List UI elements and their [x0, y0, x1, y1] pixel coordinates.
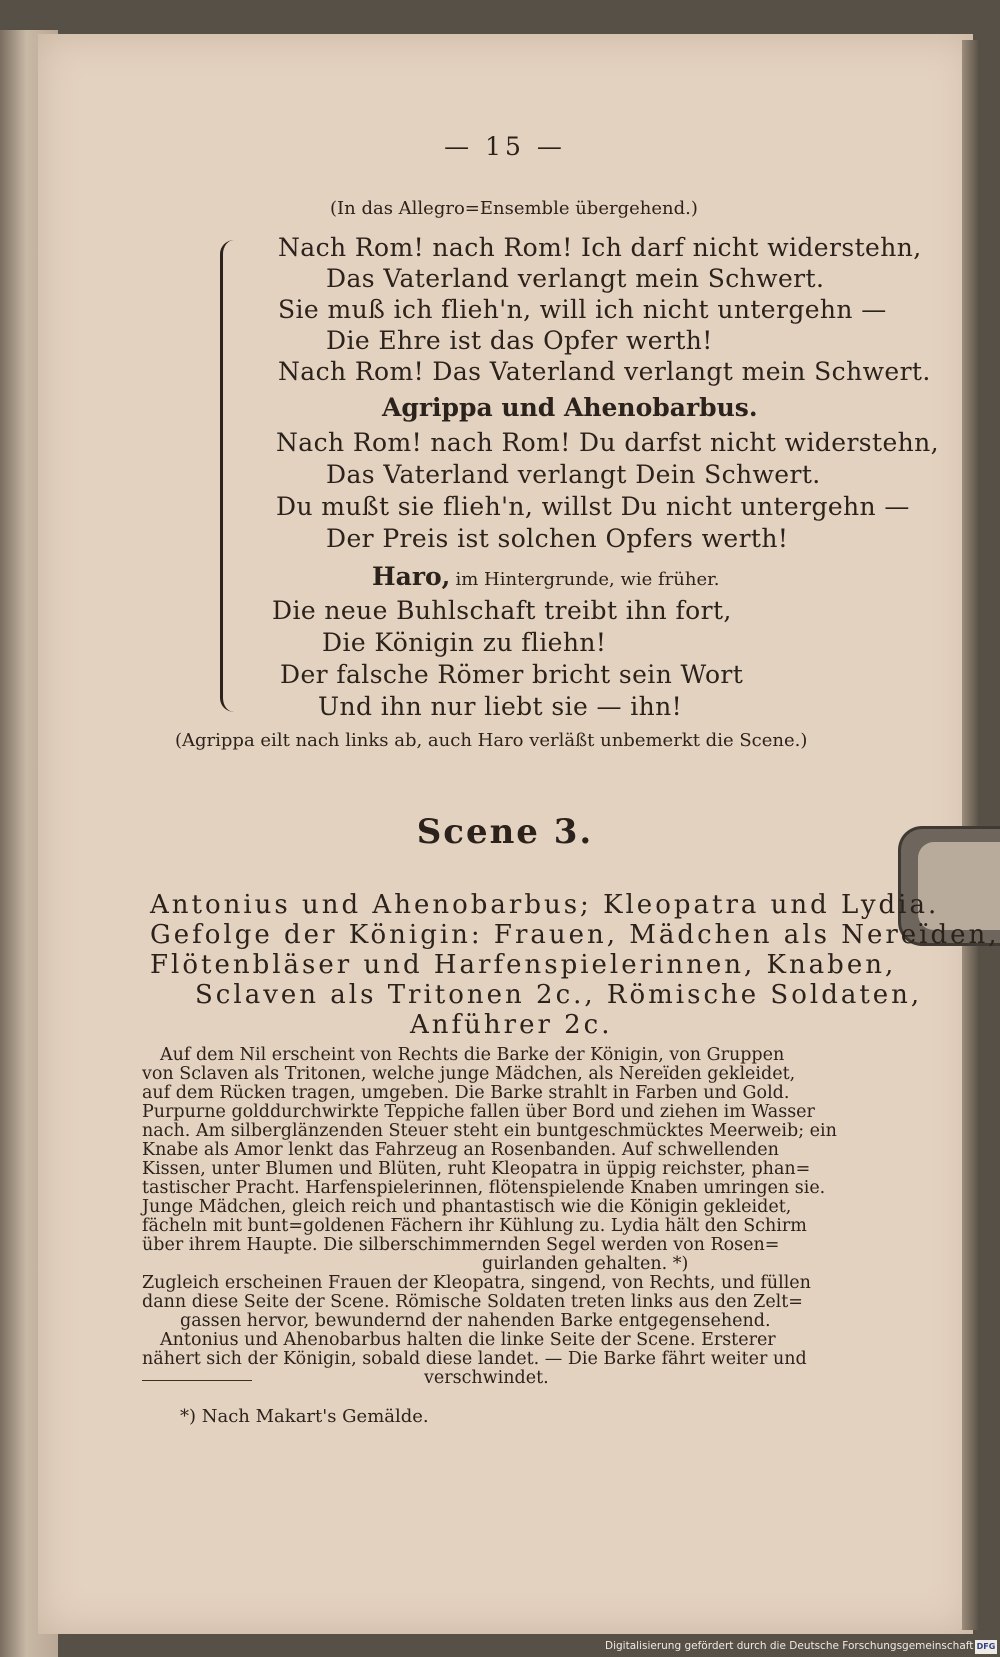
prose-line: Knabe als Amor lenkt das Fahrzeug an Rosenbanden. Auf schwellenden	[142, 1140, 779, 1160]
cast-line: Sclaven als Tritonen 2c., Römische Soldaten,	[195, 980, 923, 1010]
cast-line: Antonius und Ahenobarbus; Kleopatra und Lydia.	[150, 890, 940, 920]
dfg-logo: DFG	[975, 1640, 997, 1654]
prose-line: tastischer Pracht. Harfenspielerinnen, flötenspielende Knaben umringen sie.	[142, 1178, 826, 1198]
prose-line: gassen hervor, bewundernd der nahenden Barke entgegensehend.	[180, 1311, 771, 1331]
prose-line: verschwindet.	[424, 1368, 549, 1388]
stage-direction: (Agrippa eilt nach links ab, auch Haro verläßt unbemerkt die Scene.)	[175, 730, 808, 751]
verse-line: Du mußt sie flieh'n, willst Du nicht untergehn —	[276, 492, 910, 521]
verse-line: Nach Rom! nach Rom! Ich darf nicht widerstehn,	[278, 233, 922, 262]
prose-line: fächeln mit bunt=goldenen Fächern ihr Kühlung zu. Lydia hält den Schirm	[142, 1216, 807, 1236]
prose-line: Zugleich erscheinen Frauen der Kleopatra, singend, von Rechts, und füllen	[142, 1273, 811, 1293]
verse-line: Der Preis ist solchen Opfers werth!	[326, 524, 789, 553]
verse-line: Die neue Buhlschaft treibt ihn fort,	[272, 596, 732, 625]
prose-line: Antonius und Ahenobarbus halten die linke Seite der Scene. Ersterer	[160, 1330, 776, 1350]
verse-line: Sie muß ich flieh'n, will ich nicht untergehn —	[278, 295, 887, 324]
verse-line: Die Königin zu fliehn!	[322, 628, 607, 657]
verse-line: Das Vaterland verlangt Dein Schwert.	[326, 460, 821, 489]
digitization-credit: Digitalisierung gefördert durch die Deutsche Forschungsgemeinschaft	[605, 1640, 974, 1652]
scene-heading: Scene 3.	[416, 812, 594, 852]
speaker-note: im Hintergrunde, wie früher.	[455, 569, 720, 590]
cast-line: Anführer 2c.	[410, 1010, 613, 1040]
footnote-rule	[142, 1380, 252, 1381]
cast-line: Gefolge der Königin: Frauen, Mädchen als Nereïden,	[150, 920, 1000, 950]
verse-brace	[220, 240, 245, 712]
verse-line: Nach Rom! nach Rom! Du darfst nicht widerstehn,	[276, 428, 940, 457]
verse-line: Der falsche Römer bricht sein Wort	[280, 660, 744, 689]
prose-line: Auf dem Nil erscheint von Rechts die Barke der Königin, von Gruppen	[160, 1045, 785, 1065]
page-number: — 15 —	[444, 132, 566, 161]
verse-line: Nach Rom! Das Vaterland verlangt mein Schwert.	[278, 357, 931, 386]
prose-line: dann diese Seite der Scene. Römische Soldaten treten links aus den Zelt=	[142, 1292, 803, 1312]
prose-line: Junge Mädchen, gleich reich und phantastisch wie die Königin gekleidet,	[142, 1197, 792, 1217]
prose-line: von Sclaven als Tritonen, welche junge Mädchen, als Nereïden gekleidet,	[142, 1064, 796, 1084]
prose-line: auf dem Rücken tragen, umgeben. Die Barke strahlt in Farben und Gold.	[142, 1083, 790, 1103]
prose-line: über ihrem Haupte. Die silberschimmernden Segel werden von Rosen=	[142, 1235, 780, 1255]
footnote: *) Nach Makart's Gemälde.	[180, 1406, 429, 1427]
cast-line: Flötenbläser und Harfenspielerinnen, Knaben,	[150, 950, 897, 980]
speaker-name: Haro,	[372, 562, 451, 591]
stage-direction: (In das Allegro=Ensemble übergehend.)	[330, 198, 698, 219]
prose-line: Purpurne golddurchwirkte Teppiche fallen über Bord und ziehen im Wasser	[142, 1102, 815, 1122]
speaker-line	[372, 562, 719, 591]
verse-line: Die Ehre ist das Opfer werth!	[326, 326, 713, 355]
prose-line: Kissen, unter Blumen und Blüten, ruht Kleopatra in üppig reichster, phan=	[142, 1159, 811, 1179]
prose-line: nach. Am silberglänzenden Steuer steht ein buntgeschmücktes Meerweib; ein	[142, 1121, 837, 1141]
prose-line: nähert sich der Königin, sobald diese landet. — Die Barke fährt weiter und	[142, 1349, 807, 1369]
verse-line: Das Vaterland verlangt mein Schwert.	[326, 264, 825, 293]
speaker-name: Agrippa und Ahenobarbus.	[382, 393, 758, 422]
prose-line: guirlanden gehalten. *)	[482, 1254, 689, 1274]
verse-line: Und ihn nur liebt sie — ihn!	[318, 692, 683, 721]
